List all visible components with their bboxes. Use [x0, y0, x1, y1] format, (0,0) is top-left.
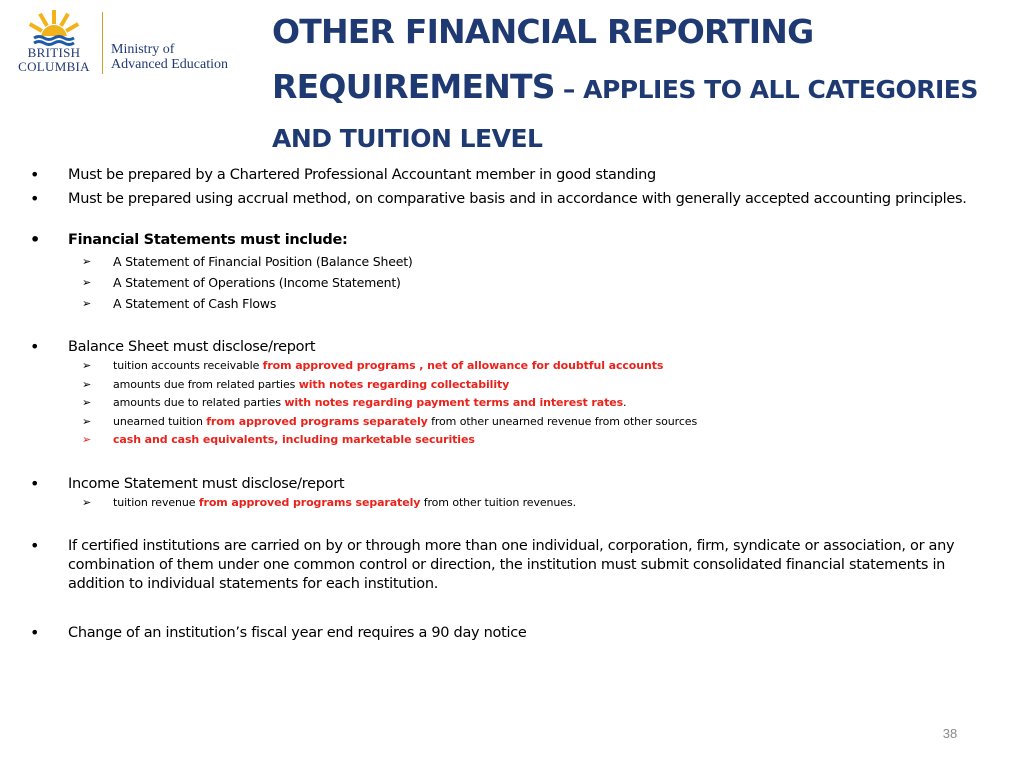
- bullet-consolidated: • If certified institutions are carried on by or through more than one individual, corporation, firm, syndicate or association, or any combination of them under one common control or direction, the institution must submit consolidated financial statements in addition to individual statements for each institution.: [30, 536, 955, 592]
- bullet-icon: •: [30, 623, 40, 642]
- list-item: ➢ unearned tuition from approved programs separately from other unearned revenue from other sources: [30, 413, 1005, 432]
- list-item: ➢ tuition revenue from approved programs separately from other tuition revenues.: [30, 494, 1005, 513]
- bullet-fiscal-year: • Change of an institution’s fiscal year end requires a 90 day notice: [30, 623, 527, 642]
- bullet-icon: •: [30, 165, 40, 184]
- bc-ministry-logo: [10, 8, 230, 78]
- bullet-icon: •: [30, 189, 40, 208]
- arrow-bullet-icon: ➢: [82, 396, 92, 409]
- arrow-bullet-icon: ➢: [82, 495, 92, 509]
- bullet-icon: •: [30, 337, 40, 356]
- bullet-cpa: • Must be prepared by a Chartered Professional Accountant member in good standing: [30, 165, 656, 184]
- bc-sun-icon: [12, 8, 96, 46]
- bullet-icon: •: [30, 230, 40, 249]
- arrow-bullet-icon: ➢: [82, 276, 92, 289]
- arrow-bullet-icon: ➢: [82, 433, 92, 446]
- arrow-bullet-icon: ➢: [82, 297, 92, 310]
- arrow-bullet-icon: ➢: [82, 359, 92, 372]
- title-line-1: OTHER FINANCIAL REPORTING: [272, 12, 814, 51]
- list-item: ➢ tuition accounts receivable from approved programs , net of allowance for doubtful accounts: [30, 357, 1005, 376]
- bullet-accrual: • Must be prepared using accrual method, on comparative basis and in accordance with generally accepted accounting principles.: [30, 189, 967, 208]
- bullet-income-statement: • Income Statement must disclose/report: [30, 473, 345, 493]
- bullet-icon: •: [30, 473, 40, 493]
- title-line-2: REQUIREMENTS – APPLIES TO ALL CATEGORIES: [272, 67, 978, 106]
- arrow-bullet-icon: ➢: [82, 377, 92, 391]
- logo-ministry-text: Ministry of Advanced Education: [111, 42, 229, 72]
- list-item: ➢ amounts due from related parties with notes regarding collectability: [30, 376, 1005, 395]
- list-item: ➢ A Statement of Cash Flows: [30, 294, 1005, 314]
- slide-title: [272, 4, 1012, 161]
- logo-bc-text: BRITISH COLUMBIA: [18, 45, 90, 74]
- arrow-bullet-icon: ➢: [82, 414, 92, 428]
- title-line-3: AND TUITION LEVEL: [272, 124, 543, 153]
- page-number: 38: [942, 726, 958, 741]
- list-item: ➢ cash and cash equivalents, including marketable securities: [30, 431, 1005, 450]
- list-item: ➢ amounts due to related parties with notes regarding payment terms and interest rates.: [30, 394, 1005, 413]
- arrow-bullet-icon: ➢: [82, 255, 92, 268]
- slide-content: [30, 166, 1005, 643]
- list-item: ➢ A Statement of Financial Position (Balance Sheet): [30, 252, 1005, 272]
- bullet-fs-heading: • Financial Statements must include:: [30, 230, 348, 249]
- bullet-balance-sheet: • Balance Sheet must disclose/report: [30, 337, 316, 356]
- logo-divider: [102, 12, 103, 74]
- list-item: ➢ A Statement of Operations (Income Statement): [30, 273, 1005, 293]
- bullet-icon: •: [30, 536, 40, 555]
